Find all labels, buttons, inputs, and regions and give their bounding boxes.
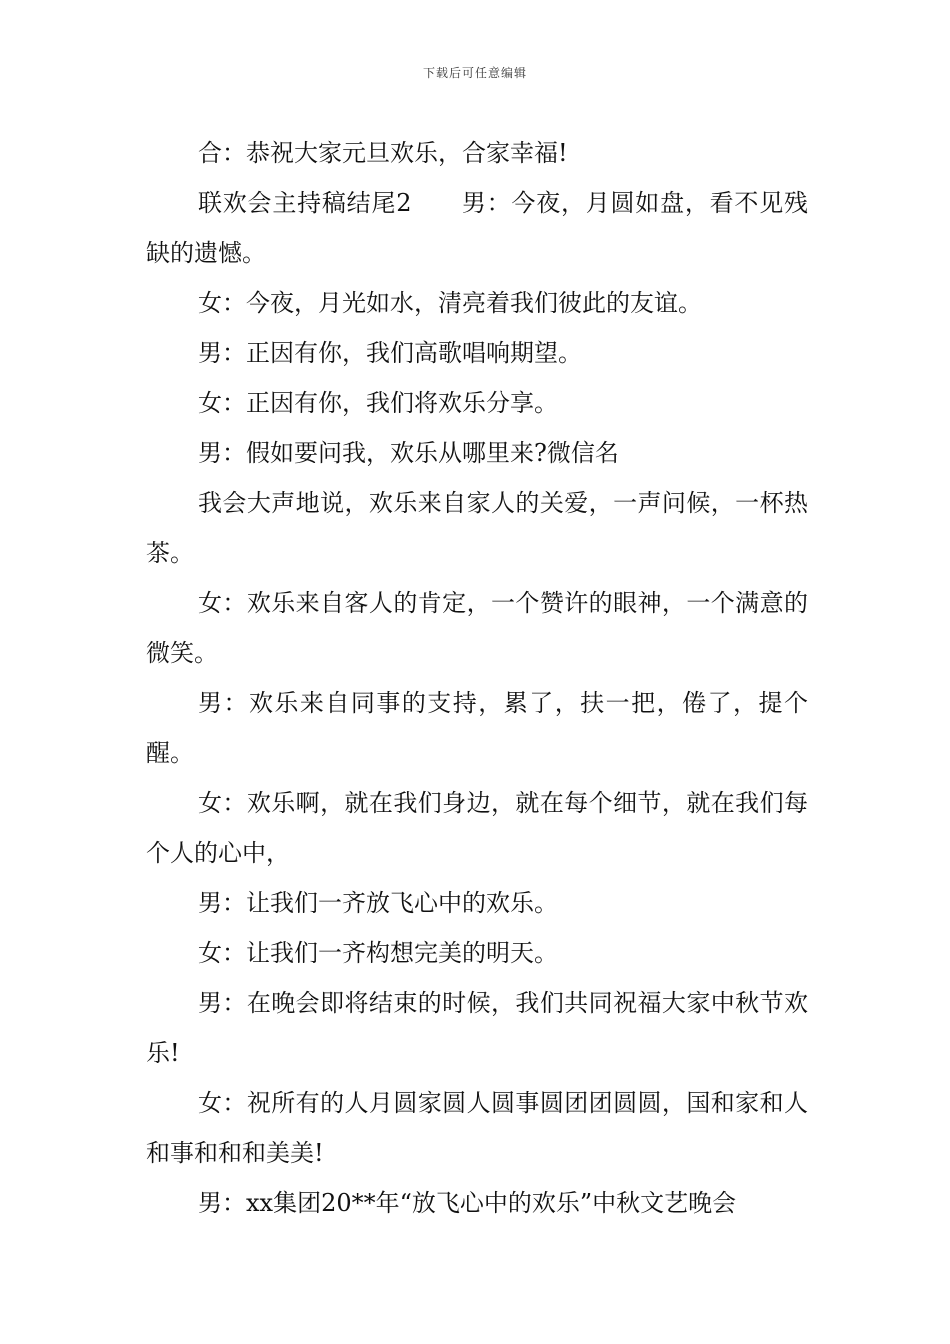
paragraph: 我会大声地说，欢乐来自家人的关爱，一声问候，一杯热茶。	[146, 489, 808, 567]
paragraph: 女：今夜，月光如水，清亮着我们彼此的友谊。	[198, 289, 702, 317]
paragraph: 联欢会主持稿结尾2 男：今夜，月圆如盘，看不见残缺的遗憾。	[146, 189, 808, 267]
paragraph: 男：xx集团20**年“放飞心中的欢乐”中秋文艺晚会	[198, 1189, 737, 1217]
paragraph: 男：假如要问我，欢乐从哪里来?微信名	[198, 439, 619, 467]
paragraph: 男：在晚会即将结束的时候，我们共同祝福大家中秋节欢乐!	[146, 989, 808, 1067]
paragraph: 女：祝所有的人月圆家圆人圆事圆团团圆圆，国和家和人和事和和和美美!	[146, 1089, 808, 1167]
document-body	[146, 128, 808, 1228]
paragraph: 男：欢乐来自同事的支持，累了，扶一把，倦了，提个醒。	[146, 689, 808, 767]
page-header-note: 下载后可任意编辑	[422, 66, 527, 80]
paragraph: 女：让我们一齐构想完美的明天。	[198, 939, 558, 967]
paragraph: 合：恭祝大家元旦欢乐，合家幸福!	[198, 139, 568, 167]
paragraph: 男：正因有你，我们高歌唱响期望。	[198, 339, 582, 367]
paragraph: 女：欢乐来自客人的肯定，一个赞许的眼神，一个满意的微笑。	[146, 589, 808, 667]
paragraph: 女：正因有你，我们将欢乐分享。	[198, 389, 558, 417]
paragraph: 男：让我们一齐放飞心中的欢乐。	[198, 889, 558, 917]
paragraph: 女：欢乐啊，就在我们身边，就在每个细节，就在我们每个人的心中，	[146, 789, 808, 867]
